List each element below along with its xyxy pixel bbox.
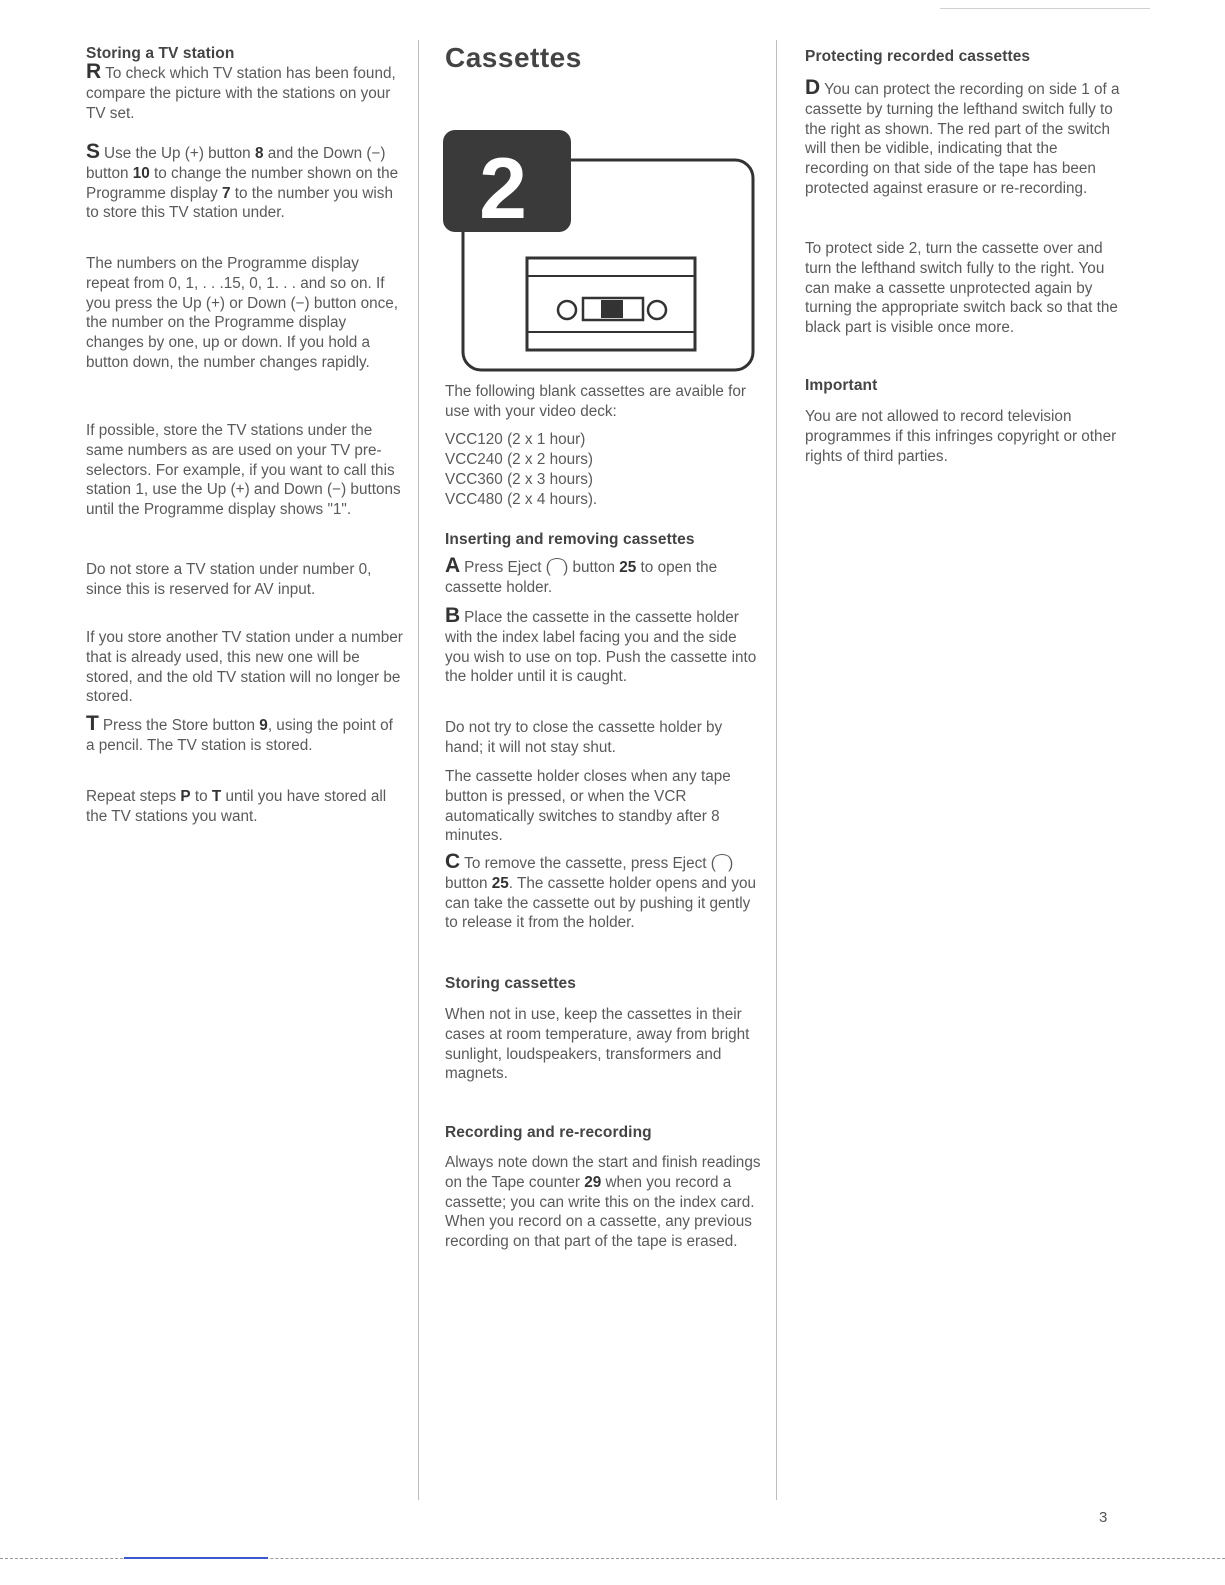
step-text: To check which TV station has been found, compare the picture with the stations on your TV set. bbox=[86, 65, 396, 122]
step-d bbox=[805, 76, 1123, 199]
step-letter: S bbox=[86, 140, 101, 163]
text: Press the Store button bbox=[102, 717, 260, 734]
button-ref: 9 bbox=[259, 717, 268, 734]
list-item: VCC360 (2 x 3 hours) bbox=[445, 471, 593, 488]
paragraph-important: You are not allowed to record television programmes if this infringes copyright or other rights of third parties. bbox=[805, 408, 1117, 465]
heading-protecting: Protecting recorded cassettes bbox=[805, 48, 1031, 65]
paragraph-repeat-steps bbox=[86, 787, 404, 827]
paragraph-programme-numbers: The numbers on the Programme display repeat from 0, 1, . . .15, 0, 1. . . and so on. If you press the Up (+) or Down (−) button once, the number on the Programme display changes by one, up or down. If you hold a button down, the number changes rapidly. bbox=[86, 255, 399, 371]
paragraph-holder-closes: The cassette holder closes when any tape button is pressed, or when the VCR automatically switches to standby after 8 minutes. bbox=[445, 768, 731, 845]
list-item: VCC240 (2 x 2 hours) bbox=[445, 451, 593, 468]
paragraph-recording bbox=[445, 1153, 763, 1252]
step-ref: P bbox=[180, 788, 191, 805]
text: To remove the cassette, press Eject ( bbox=[464, 855, 716, 872]
button-ref: 29 bbox=[584, 1173, 602, 1191]
paragraph-overwrite: If you store another TV station under a number that is already used, this new one will be stored, and the old TV station will no longer be stored. bbox=[86, 629, 403, 706]
step-letter: C bbox=[445, 850, 461, 873]
cassette-tape bbox=[601, 300, 623, 318]
text: . The cassette holder opens and you can take the cassette out by pushing it gently to release it from the holder. bbox=[445, 874, 756, 932]
eject-icon: ⁀ bbox=[715, 855, 729, 872]
heading-inserting-removing: Inserting and removing cassettes bbox=[445, 531, 695, 548]
list-item: VCC120 (2 x 1 hour) bbox=[445, 431, 586, 448]
text: Press Eject ( bbox=[464, 559, 551, 576]
button-ref: 25 bbox=[491, 874, 509, 892]
text: , using the point of a pencil. The TV station is stored. bbox=[86, 717, 393, 754]
step-c bbox=[445, 850, 763, 933]
step-letter: A bbox=[445, 554, 461, 577]
heading-storing-cassettes: Storing cassettes bbox=[445, 975, 576, 992]
step-ref: T bbox=[211, 788, 222, 805]
step-letter: B bbox=[445, 604, 461, 627]
step-text: You can protect the recording on side 1 of a cassette by turning the lefthand switch fully to the right as shown. The red part of the switch will then be vidible, indicating that the recording on that side of the tape has been protected against erasure or re-recording. bbox=[805, 81, 1120, 197]
button-ref: 10 bbox=[132, 164, 150, 182]
step-letter: D bbox=[805, 76, 821, 99]
step-a bbox=[445, 554, 763, 598]
text: ) button bbox=[563, 559, 620, 576]
paragraph-storing-cassettes: When not in use, keep the cassettes in their cases at room temperature, away from bright sunlight, loudspeakers, transformers and magnets. bbox=[445, 1006, 750, 1083]
heading-storing-tv-station: Storing a TV station bbox=[86, 45, 235, 62]
button-ref: 8 bbox=[254, 145, 264, 162]
paragraph-cassette-intro: The following blank cassettes are avaible for use with your video deck: bbox=[445, 383, 747, 420]
heading-recording: Recording and re-recording bbox=[445, 1124, 652, 1141]
page-title: Cassettes bbox=[445, 42, 582, 73]
text: Use the Up (+) button bbox=[104, 145, 255, 162]
text: Repeat steps bbox=[86, 788, 181, 805]
eject-icon: ⁀ bbox=[550, 559, 564, 576]
paragraph-do-not-close: Do not try to close the cassette holder by hand; it will not stay shut. bbox=[445, 719, 723, 756]
heading-important: Important bbox=[805, 377, 878, 394]
cassette-illustration bbox=[443, 130, 758, 375]
step-s bbox=[86, 140, 404, 223]
text: Always note down the start and finish readings on the Tape counter bbox=[445, 1154, 761, 1191]
text: when you record a cassette; you can write this on the index card. When you record on a cassette, any previous recording on that part of the tape is erased. bbox=[445, 1173, 755, 1251]
step-t bbox=[86, 712, 404, 756]
text: to change the number shown on the Programme display bbox=[86, 164, 399, 202]
text: ) button bbox=[445, 855, 734, 892]
page-number: 3 bbox=[1099, 1509, 1108, 1526]
step-text: Place the cassette in the cassette holder with the index label facing you and the side you wish to use on top. Push the cassette into the holder until it is caught. bbox=[445, 609, 757, 686]
scan-edge-mark bbox=[124, 1557, 268, 1559]
list-item: VCC480 (2 x 4 hours). bbox=[445, 491, 598, 508]
column-divider-right bbox=[776, 40, 777, 1500]
step-letter: R bbox=[86, 60, 102, 83]
step-letter: T bbox=[86, 712, 99, 735]
text: to the number you wish to store this TV station under. bbox=[86, 184, 393, 222]
step-r bbox=[86, 60, 404, 123]
step-badge-digit: 2 bbox=[479, 141, 527, 237]
paragraph-number-zero: Do not store a TV station under number 0, since this is reserved for AV input. bbox=[86, 561, 372, 598]
text: and the Down (−) button bbox=[86, 145, 386, 182]
top-rule bbox=[940, 8, 1150, 9]
step-b bbox=[445, 604, 763, 687]
column-divider-left bbox=[418, 40, 419, 1500]
text: until you have stored all the TV stations you want. bbox=[86, 788, 387, 825]
text: to bbox=[190, 788, 212, 805]
paragraph-pre-selectors: If possible, store the TV stations under the same numbers as are used on your TV pre-selectors. For example, if you want to call this station 1, use the Up (+) and Down (−) buttons until the Programme display shows "1". bbox=[86, 422, 401, 519]
button-ref: 25 bbox=[619, 559, 637, 576]
button-ref: 7 bbox=[222, 184, 231, 202]
text: to open the cassette holder. bbox=[445, 559, 718, 596]
paragraph-protect-side-2: To protect side 2, turn the cassette over and turn the lefthand switch fully to the right. You can make a cassette unprotected again by turning the appropriate switch back so that the black part is visible once more. bbox=[805, 240, 1118, 337]
cassette-list bbox=[445, 430, 597, 510]
